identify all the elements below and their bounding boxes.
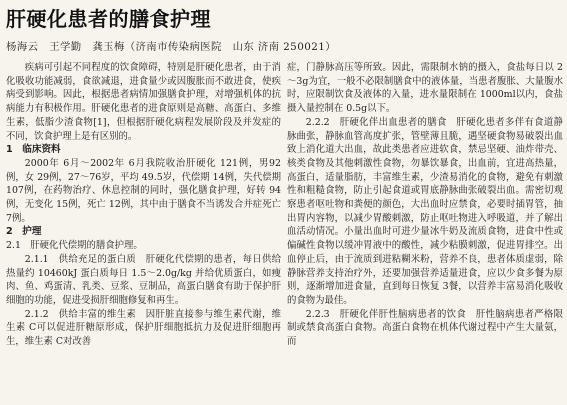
subsection-2-1-2-text: 2.1.2 供给丰富的维生素 因肝脏直接参与维生素代谢，维生素 C可以促进肝糖原形成，保护肝细胞抵抗力及促进肝细胞再生，维生素 C对改善 [6,308,281,348]
article-title: 肝硬化患者的膳食护理 [6,7,211,31]
subsection-2-2-3-text: 2.2.3 肝硬化伴肝性脑病患者的饮食 肝性脑病患者严格限制或禁食高蛋白食物。高蛋白食物在机体代谢过程中产生大量氨，而 [287,308,563,348]
left-column [6,61,281,349]
section-1-heading: 1 临床资料 [6,144,61,156]
author-line: 杨海云 王学勤 龚玉梅（济南市传染病医院 山东 济南 250021） [6,41,337,53]
intro-paragraph: 疾病可引起不同程度的饮食障碍，特别是肝硬化患者，由于消化吸收功能减弱，食欲减退，进食量少或因腹胀而不敢进食，使疾病受到影响。因此，根据患者病情加强膳食护理，对增强机体的抗病能力有积极作用。肝硬化患者的进食原则是高糖、高蛋白、多维生素，低脂少渣食物[1]，但根据肝硬化病程发展阶段及并发症的不同，饮食护理上是有区别的。 [6,62,281,142]
right-column [287,61,563,349]
subsection-2-1-1-text: 2.1.1 供给充足的蛋白质 肝硬化代偿期的患者，每日供给热量约 10460kJ 蛋白质每日 1.5～2.0g/kg 并给优质蛋白，如瘦肉、鱼、鸡蛋清、乳类、豆浆、豆制品，高蛋白膳食有助于保护肝细胞的功能，促进受损肝细胞修复和再生。 [6,253,281,306]
subsection-2-2-2-text: 2.2.2 肝硬化伴出血患者的膳食 肝硬化患者多伴有食道静脉曲张，静脉血管高度扩张，管壁薄且脆，遇坚硬食物易破裂出血致上消化道大出血，故此类患者应进软食，禁忌坚硬、油炸带壳、核类食物及其他刺激性食物，勿暴饮暴食，出血前，宜进高热量，高蛋白，适量脂肪，丰富维生素，少渣易消化的食物，避免有刺激性和粗糙食物，防止引起食道或胃底静脉曲张破裂出血。需密切观察患者呕吐物和粪便的颜色，大出血时应禁食，必要时插胃管，抽出胃内容物，以减少胃酸刺激，防止呕吐物进入呼吸道，并了解出血活动情况。小量出血时可进少量冰牛奶及流质食物，进食中性或偏碱性食物以缓冲胃液中的酸性，减少粘膜刺激，促进胃排空。出血停止后，由于流质到进粘糊米粉，营养不良，患者体质虚弱，除静脉营养支持治疗外，还要加强营养适量进食，应以少食多餐为原则，逐渐增加进食量，直到每日恢复 3餐，以营养丰富易消化吸收的食物为最佳。 [287,116,563,306]
continued-paragraph: 症，门静脉高压等所致。因此，需限制水钠的摄入，食盐每日以 2～3g为宜，一般不必限制膳食中的液体量，当患者腹胀、大量腹水时，应限制饮食及液体的入量，进水量限制在 1000ml以内，食盐摄入量控制在 0.5g以下。 [287,62,563,115]
section-2-heading: 2 护理 [6,226,42,238]
section-1-text: 2000年 6月～2002年 6月我院收治肝硬化 121例，男92例，女 29例，27～76岁，平均 49.5岁，代偿期 14例，失代偿期 107例，在药物治疗、休息控制的同时，强化膳食护理，好转 94例，无变化 15例，死亡 12例，其中由于膳食不当诱发合并症死亡 7例。 [6,157,281,224]
subsection-2-1-heading: 2.1 肝硬化代偿期的膳食护理。 [6,240,143,252]
